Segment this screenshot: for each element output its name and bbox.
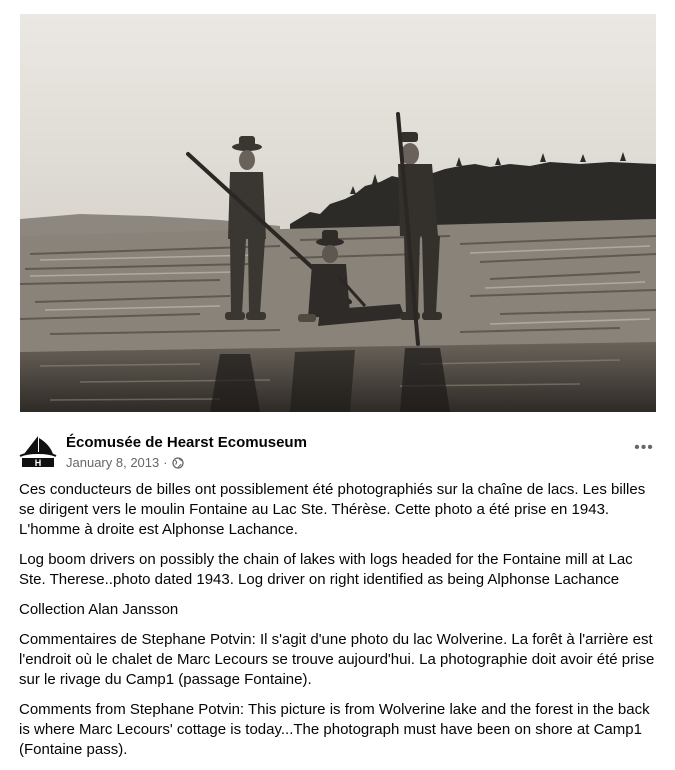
ship-logo-icon: [18, 430, 58, 470]
page-name-link[interactable]: Écomusée de Hearst Ecomuseum: [66, 434, 307, 451]
paragraph-comment-french: Commentaires de Stephane Potvin: Il s'agit d'une photo du lac Wolverine. La forêt à l'arrière est l'endroit où le chalet de Marc Lecours se trouve aujourd'hui. La photographie doit avoir été prise sur le rivage du Camp1 (passage Fontaine).: [19, 631, 655, 688]
globe-icon[interactable]: [172, 457, 184, 472]
post-date-link[interactable]: January 8, 2013: [66, 455, 160, 470]
paragraph-english: Log boom drivers on possibly the chain of lakes with logs headed for the Fontaine mill at Lac Ste. Therese..photo dated 1943. Log driver on right identified as being Alphonse Lachance: [19, 551, 633, 588]
avatar-letter: H: [34, 458, 42, 468]
paragraph-french: Ces conducteurs de billes ont possiblement été photographiés sur la chaîne de lacs. Les billes se dirigent vers le moulin Fontaine au Lac Ste. Thérèse. Cette photo a été prise en 1943. L'homme à droite est Alphonse Lachance.: [19, 481, 646, 538]
paragraph-comment-english: Comments from Stephane Potvin: This picture is from Wolverine lake and the forest in the back is where Marc Lecours' cottage is today...The photograph must have been on shore at Camp1 (Fontaine pass).: [19, 701, 650, 758]
post-photo[interactable]: [20, 14, 656, 412]
post-message: [19, 480, 659, 770]
post-header: [18, 430, 658, 474]
paragraph-collection: Collection Alan Jansson: [19, 601, 179, 618]
post-meta: [66, 455, 184, 472]
meta-separator: ·: [163, 455, 168, 470]
more-options-icon[interactable]: •••: [634, 439, 654, 456]
page-avatar[interactable]: [18, 430, 58, 470]
log-drivers-photo: [20, 14, 656, 412]
